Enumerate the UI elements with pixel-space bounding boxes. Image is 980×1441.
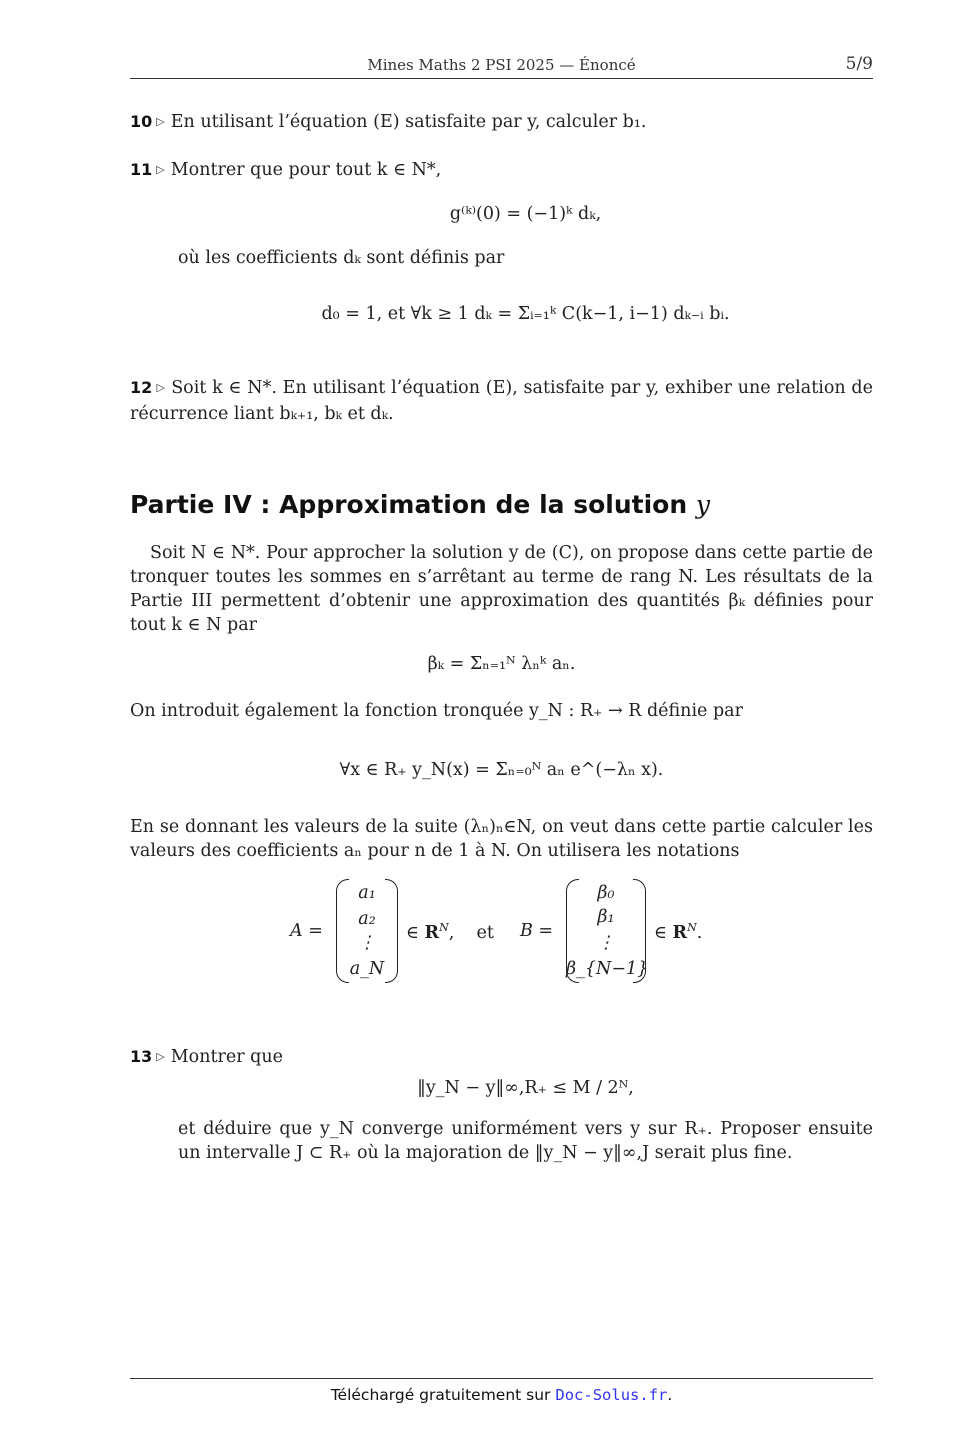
matrix-B-space: ∈ $R^N$. xyxy=(654,921,703,943)
matrix-A-cell: a₂ xyxy=(358,909,376,929)
question-number: 11 xyxy=(130,160,153,179)
footer-prefix: Téléchargé gratuitement sur xyxy=(330,1386,551,1404)
question-text: En utilisant l’équation (E) satisfaite par y, calculer b₁. xyxy=(170,112,647,132)
matrix-A-space: ∈ $R^N$, et xyxy=(406,921,494,943)
formula-yN: ∀x ∈ R₊ y_N(x) = Σₙ₌₀ᴺ aₙ e^(−λₙ x). xyxy=(339,760,664,780)
question-text: Montrer que pour tout k ∈ N*, xyxy=(170,160,442,180)
section-title-text: Partie IV : Approximation de la solution xyxy=(130,490,688,519)
page-number: 5/9 xyxy=(845,54,873,74)
matrix-A-cell: a₁ xyxy=(358,883,376,903)
matrix-A-label: A = xyxy=(290,921,323,941)
question-12 xyxy=(130,376,873,426)
page-footer xyxy=(130,1386,873,1404)
matrix-notation xyxy=(130,875,873,987)
triangle-icon: ▷ xyxy=(156,115,165,128)
section-title xyxy=(130,490,710,519)
formula-dk-definition: d₀ = 1, et ∀k ≥ 1 dₖ = Σᵢ₌₁ᵏ C(k−1, i−1) dₖ₋ᵢ bᵢ. xyxy=(321,304,730,324)
matrix-B-cell: β₁ xyxy=(597,907,615,927)
document-page xyxy=(130,0,873,1441)
question-number: 12 xyxy=(130,378,153,397)
triangle-icon: ▷ xyxy=(156,1050,165,1063)
question-10 xyxy=(130,110,873,136)
footer-suffix: . xyxy=(667,1386,673,1404)
question-13 xyxy=(130,1045,873,1071)
notation-paragraph: En se donnant les valeurs de la suite (λₙ)ₙ∈N, on veut dans cette partie calculer les valeurs des coefficients aₙ pour n de 1 à N. On utilisera les notations xyxy=(130,817,873,861)
page-header xyxy=(130,56,873,79)
question-number: 10 xyxy=(130,112,153,131)
matrix-B-cell: β₀ xyxy=(597,883,615,903)
question-number: 13 xyxy=(130,1047,153,1066)
matrix-B xyxy=(566,879,649,983)
truncated-function-text: On introduit également la fonction tronquée y_N : R₊ → R définie par xyxy=(130,701,743,721)
question-text: Montrer que xyxy=(170,1047,283,1067)
formula-beta: βₖ = Σₙ₌₁ᴺ λₙᵏ aₙ. xyxy=(427,654,576,674)
definition-text: où les coefficients dₖ sont définis par xyxy=(178,248,505,268)
matrix-A xyxy=(336,879,398,983)
footer-link[interactable]: Doc-Solus.fr xyxy=(555,1386,668,1404)
matrix-A-cell: ⋮ xyxy=(358,933,376,953)
triangle-icon: ▷ xyxy=(156,163,165,176)
footer-divider xyxy=(130,1378,873,1379)
formula-bound: ‖y_N − y‖∞,R₊ ≤ M / 2ᴺ, xyxy=(417,1078,634,1098)
formula-g-derivative: g⁽ᵏ⁾(0) = (−1)ᵏ dₖ, xyxy=(449,204,602,224)
section-title-variable: y xyxy=(695,490,710,519)
matrix-A-cell: a_N xyxy=(349,959,385,979)
intro-paragraph: Soit N ∈ N*. Pour approcher la solution y de (C), on propose dans cette partie de tronquer toutes les sommes en s’arrêtant au terme de rang N. Les résultats de la Partie III permettent d’obtenir une approximation des quantités βₖ définies pour tout k ∈ N par xyxy=(130,543,873,635)
header-title: Mines Maths 2 PSI 2025 — Énoncé xyxy=(367,56,636,74)
question-13-continuation: et déduire que y_N converge uniformément vers y sur R₊. Proposer ensuite un intervalle J ⊂ R₊ où la majoration de ‖y_N − y‖∞,J serait plus fine. xyxy=(178,1119,873,1163)
triangle-icon: ▷ xyxy=(156,381,166,394)
question-11 xyxy=(130,158,873,184)
matrix-B-cell: β_{N−1} xyxy=(566,959,649,979)
matrix-B-label: B = xyxy=(520,921,554,941)
question-text: Soit k ∈ N*. En utilisant l’équation (E), satisfaite par y, exhiber une relation de récurrence liant bₖ₊₁, bₖ et dₖ. xyxy=(130,378,873,424)
matrix-B-cell: ⋮ xyxy=(597,933,615,953)
